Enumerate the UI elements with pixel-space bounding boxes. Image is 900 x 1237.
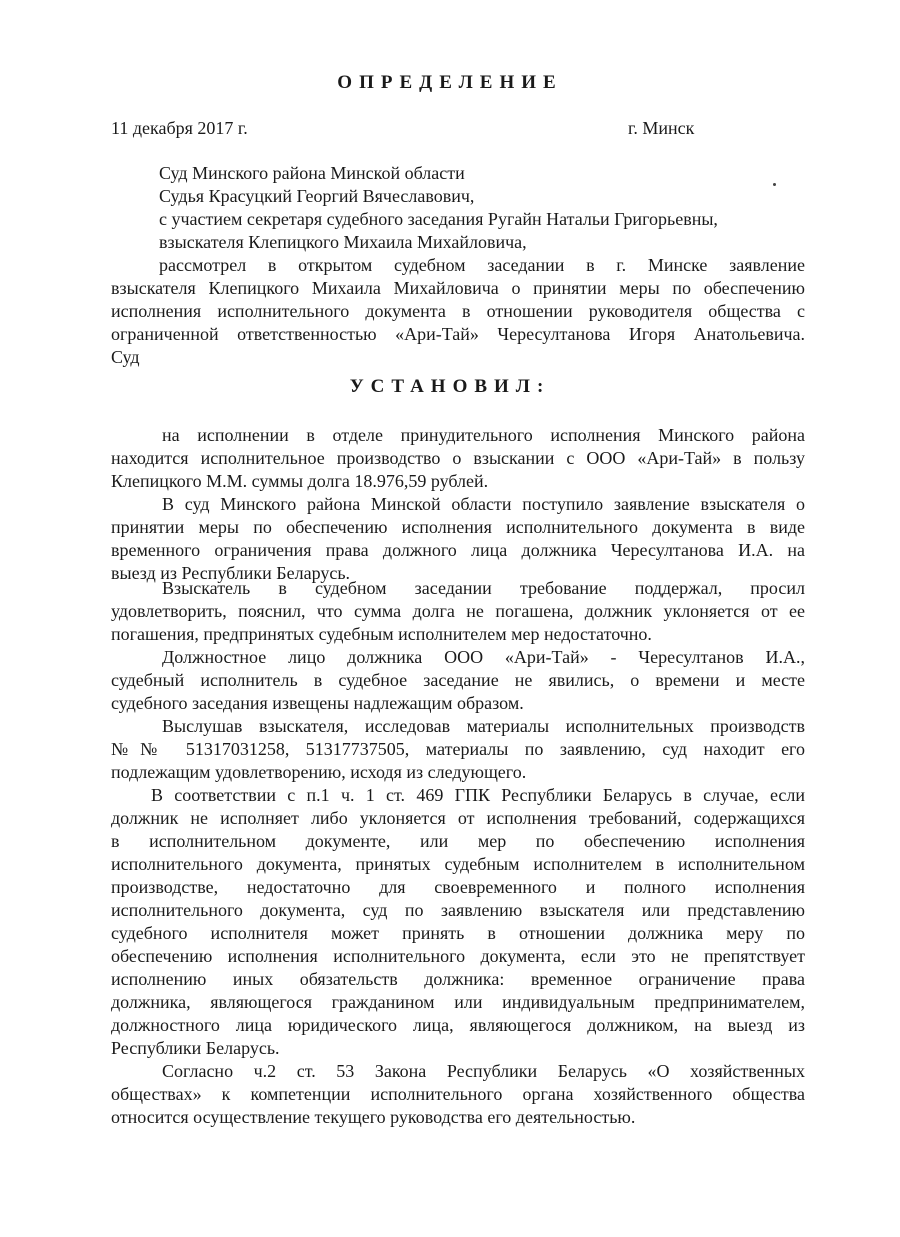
body-line: судебного заседания извещены надлежащим образом. — [111, 693, 524, 713]
considered-line: исполнения исполнительного документа в отношении руководителя общества с — [111, 301, 805, 321]
body-line: на исполнении в отделе принудительного исполнения Минского района — [162, 425, 805, 445]
intro-line: Судья Красуцкий Георгий Вячеславович, — [159, 186, 475, 206]
document-city: г. Минск — [628, 118, 695, 138]
considered-line: взыскателя Клепицкого Михаила Михайловича о принятии меры по обеспечению — [111, 278, 805, 298]
body-line: подлежащим удовлетворению, исходя из следующего. — [111, 762, 527, 782]
considered-line: ограниченной ответственностью «Ари-Тай» Чересултанова Игоря Анатольевича. — [111, 324, 805, 344]
considered-line: рассмотрел в открытом судебном заседании в г. Минске заявление — [159, 255, 805, 275]
body-line: Выслушав взыскателя, исследовав материалы исполнительных производств — [162, 716, 805, 736]
body-line: В соответствии с п.1 ч. 1 ст. 469 ГПК Республики Беларусь в случае, если — [151, 785, 805, 805]
body-line: должника, являющегося гражданином или индивидуальным предпринимателем, — [111, 992, 805, 1012]
body-line: Республики Беларусь. — [111, 1038, 280, 1058]
body-line: принятии меры по обеспечению исполнения исполнительного документа в виде — [111, 517, 805, 537]
body-line: судебного исполнителя может принять в отношении должника меру по — [111, 923, 805, 943]
body-line: обществах» к компетенции исполнительного органа хозяйственного общества — [111, 1084, 805, 1104]
body-line: временного ограничения права должного лица должника Чересултанова И.А. на — [111, 540, 805, 560]
body-line: находится исполнительное производство о взыскании с ООО «Ари-Тай» в пользу — [111, 448, 805, 468]
body-line: относится осуществление текущего руководства его деятельностью. — [111, 1107, 636, 1127]
body-line: должник не исполняет либо уклоняется от исполнения требований, содержащихся — [111, 808, 805, 828]
body-line: В суд Минского района Минской области поступило заявление взыскателя о — [162, 494, 805, 514]
scan-speck — [773, 183, 776, 186]
intro-line: Суд Минского района Минской области — [159, 163, 465, 183]
intro-line: с участием секретаря судебного заседания Ругайн Натальи Григорьевны, — [159, 209, 718, 229]
body-line: обеспечению исполнения исполнительного документа, если это не препятствует — [111, 946, 805, 966]
document-title: ОПРЕДЕЛЕНИЕ — [337, 72, 563, 93]
body-line: Должностное лицо должника ООО «Ари-Тай» - Чересултанов И.А., — [162, 647, 805, 667]
body-line: №№ 51317031258, 51317737505, материалы по заявлению, суд находит его — [111, 739, 805, 759]
body-line: выезд из Республики Беларусь. — [111, 563, 351, 583]
intro-line: взыскателя Клепицкого Михаила Михайловича, — [159, 232, 527, 252]
body-line: удовлетворить, пояснил, что сумма долга не погашена, должник уклоняется от ее — [111, 601, 805, 621]
body-line: исполнительного документа, суд по заявлению взыскателя или представлению — [111, 900, 805, 920]
body-line: Взыскатель в судебном заседании требование поддержал, просил — [162, 578, 805, 598]
body-line: судебный исполнитель в судебное заседание не явились, о времени и месте — [111, 670, 805, 690]
established-heading: УСТАНОВИЛ: — [349, 376, 551, 397]
body-line: в исполнительном документе, или мер по обеспечению исполнения — [111, 831, 805, 851]
body-line: погашения, предпринятых судебным исполнителем мер недостаточно. — [111, 624, 652, 644]
body-line: Согласно ч.2 ст. 53 Закона Республики Беларусь «О хозяйственных — [162, 1061, 805, 1081]
body-line: производстве, недостаточно для своевременного и полного исполнения — [111, 877, 805, 897]
body-line: должностного лица юридического лица, являющегося должником, на выезд из — [111, 1015, 805, 1035]
body-line: Клепицкого М.М. суммы долга 18.976,59 рублей. — [111, 471, 489, 491]
body-line: исполнению иных обязательств должника: временное ограничение права — [111, 969, 805, 989]
body-line: исполнительного документа, принятых судебным исполнителем в исполнительном — [111, 854, 805, 874]
document-date: 11 декабря 2017 г. — [111, 118, 248, 138]
considered-line: Суд — [111, 347, 140, 367]
